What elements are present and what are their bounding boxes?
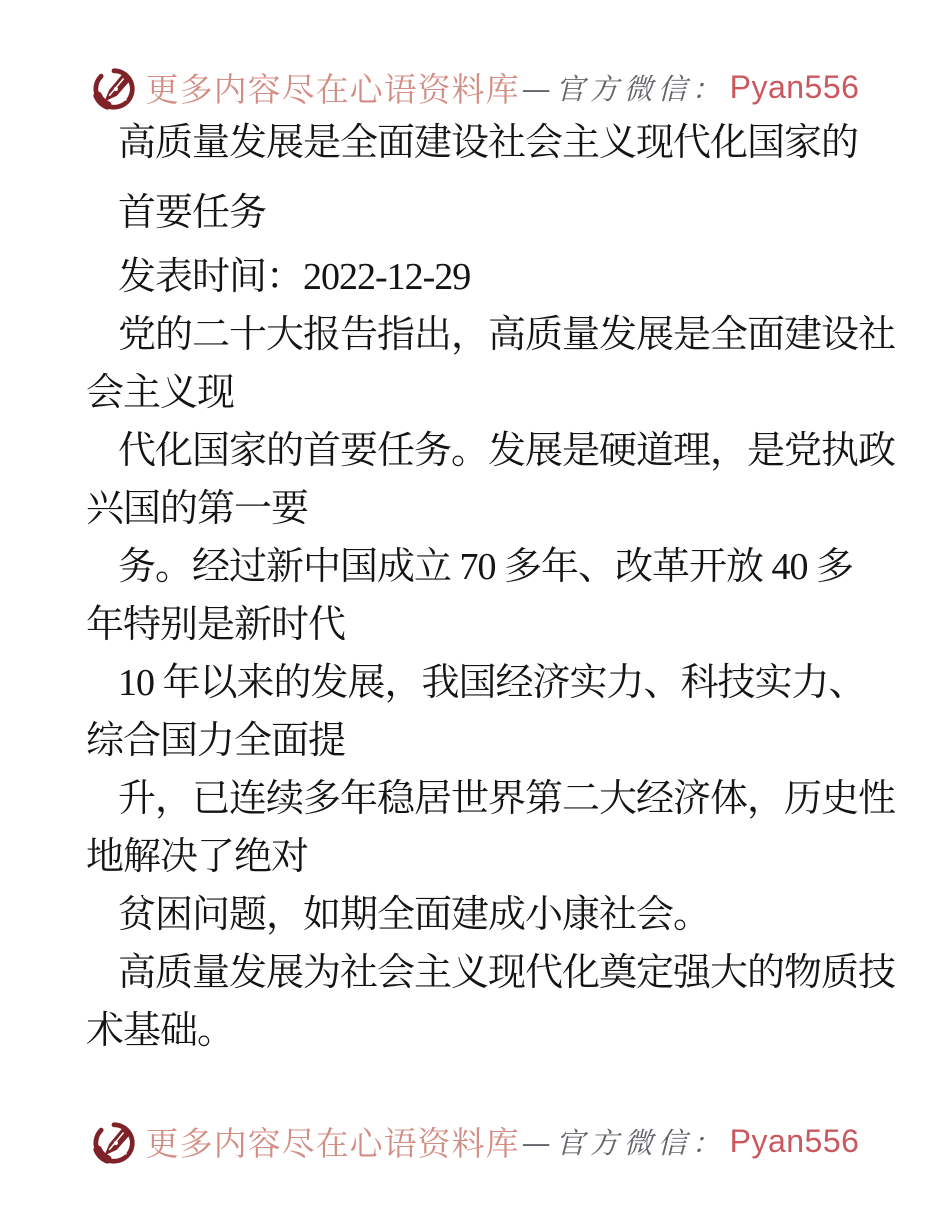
body-line: 务。经过新中国成立 70 多年、改革开放 40 多 (118, 546, 854, 588)
watermark-wechat-label: —官方微信： (521, 71, 726, 106)
watermark-brand-text: 更多内容尽在心语资料库 (145, 1126, 520, 1163)
watermark-brand-text: 更多内容尽在心语资料库 (145, 72, 520, 109)
watermark-wechat-id: Pyan556 (729, 68, 860, 105)
body-line: 年特别是新时代 (86, 604, 346, 646)
document-body (86, 108, 900, 1060)
body-line: 党的二十大报告指出，高质量发展是全面建设社 (118, 314, 896, 356)
watermark-wechat-id: Pyan556 (729, 1122, 860, 1159)
body-line: 会主义现 (86, 372, 235, 414)
body-line: 综合国力全面提 (86, 720, 346, 762)
body-line: 高质量发展为社会主义现代化奠定强大的物质技 (118, 952, 896, 994)
body-line: 10 年以来的发展，我国经济实力、科技实力、 (118, 662, 866, 704)
body-line: 贫困问题，如期全面建成小康社会。 (118, 894, 711, 936)
body-line: 地解决了绝对 (86, 836, 309, 878)
footer-watermark (0, 1112, 950, 1170)
body-line: 术基础。 (86, 1010, 235, 1052)
pen-nib-circle-icon (91, 1120, 137, 1171)
body-line: 兴国的第一要 (86, 488, 309, 530)
title-line: 高质量发展是全面建设社会主义现代化国家的 (118, 122, 859, 164)
body-line: 升，已连续多年稳居世界第二大经济体，历史性 (118, 778, 896, 820)
publish-date-line: 发表时间：2022-12-29 (118, 256, 471, 298)
body-line: 代化国家的首要任务。发展是硬道理，是党执政 (118, 430, 896, 472)
watermark-wechat-label: —官方微信： (521, 1125, 726, 1160)
title-line: 首要任务 (118, 192, 267, 234)
